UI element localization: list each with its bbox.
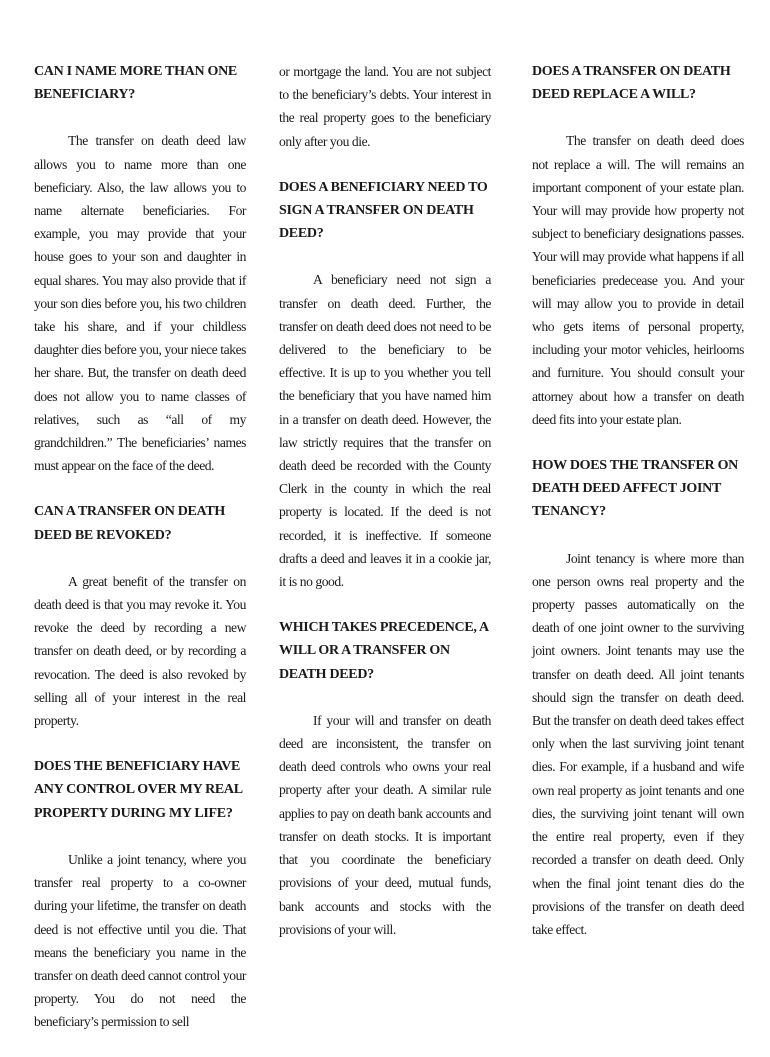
column-3 [532, 60, 744, 964]
section-heading: DOES A TRANSFER ON DEATH DEED REPLACE A WILL? [532, 64, 731, 103]
section-heading: DOES A BENEFICIARY NEED TO SIGN A TRANSFER ON DEATH DEED? [279, 179, 488, 242]
section-paragraph: A great benefit of the transfer on death deed is that you may revoke it. You revoke the deed by recording a new transfer on death deed, or by recording a revocation. The deed is also revoked by selling all of your interest in the real property. [34, 573, 246, 729]
section-heading: CAN I NAME MORE THAN ONE BENEFICIARY? [34, 64, 237, 103]
section-paragraph: Joint tenancy is where more than one person owns real property and the property passes automatically on the death of one joint owner to the surviving joint owners. Joint tenants may use the transfer on death deed. All joint tenants should sign the transfer on death deed. But the transfer on death deed takes effect only when the last surviving joint tenant dies. For example, if a husband and wife own real property as joint tenants and one dies, the surviving joint tenant will own the entire real property, even if they recorded a transfer on death deed. Only when the final joint tenant dies do the provisions of the transfer on death deed take effect. [532, 550, 744, 937]
section-paragraph: A beneficiary need not sign a transfer on death deed. Further, the transfer on death deed does not need to be delivered to the beneficiary to be effective. It is up to you whether you tell the beneficiary that you have named him in a transfer on death deed. However, the law strictly requires that the transfer on death deed be recorded with the County Clerk in the county in which the real property is located. If the deed is not recorded, it is ineffective. If someone drafts a deed and leaves it in a cookie jar, it is no good. [279, 272, 491, 590]
column-1 [34, 60, 246, 1057]
column-2 [279, 60, 491, 964]
section-heading: WHICH TAKES PRECEDENCE, A WILL OR A TRANSFER ON DEATH DEED? [279, 620, 489, 682]
section-heading: DOES THE BENEFICIARY HAVE ANY CONTROL OVER MY REAL PROPERTY DURING MY LIFE? [34, 759, 243, 821]
section-heading: HOW DOES THE TRANSFER ON DEATH DEED AFFECT JOINT TENANCY? [532, 458, 738, 520]
continued-paragraph: or mortgage the land. You are not subject to the beneficiary’s debts. Your interest in the real property goes to the beneficiary only after you die. [279, 64, 491, 149]
section-heading: CAN A TRANSFER ON DEATH DEED BE REVOKED? [34, 504, 225, 543]
section-paragraph: Unlike a joint tenancy, where you transfer real property to a co-owner during your lifetime, the transfer on death deed is not effective until you die. That means the beneficiary you name in the transfer on death deed cannot control your property. You do not need the beneficiary’s permission to sell [34, 851, 246, 1030]
section-paragraph: If your will and transfer on death deed are inconsistent, the transfer on death deed controls who owns your real property after your death. A similar rule applies to pay on death bank accounts and transfer on death stocks. It is important that you coordinate the beneficiary provisions of your deed, mutual funds, bank accounts and stocks with the provisions of your will. [279, 712, 491, 937]
section-paragraph: The transfer on death deed does not replace a will. The will remains an important component of your estate plan. Your will may provide how property not subject to beneficiary designations passes. Your will may provide what happens if all beneficiaries predecease you. And your will may allow you to provide in detail who gets items of personal property, including your motor vehicles, heirlooms and furniture. You should consult your attorney about how a transfer on death deed fits into your estate plan. [532, 133, 744, 427]
section-paragraph: The transfer on death deed law allows you to name more than one beneficiary. Also, the law allows you to name alternate beneficiaries. For example, you may provide that your house goes to your son and daughter in equal shares. You may also provide that if your son dies before you, his two children take his share, and if your childless daughter dies before you, your niece takes her share. But, the transfer on death deed does not allow you to name classes of relatives, such as “all of my grandchildren.” The beneficiaries’ names must appear on the face of the deed. [34, 133, 246, 474]
